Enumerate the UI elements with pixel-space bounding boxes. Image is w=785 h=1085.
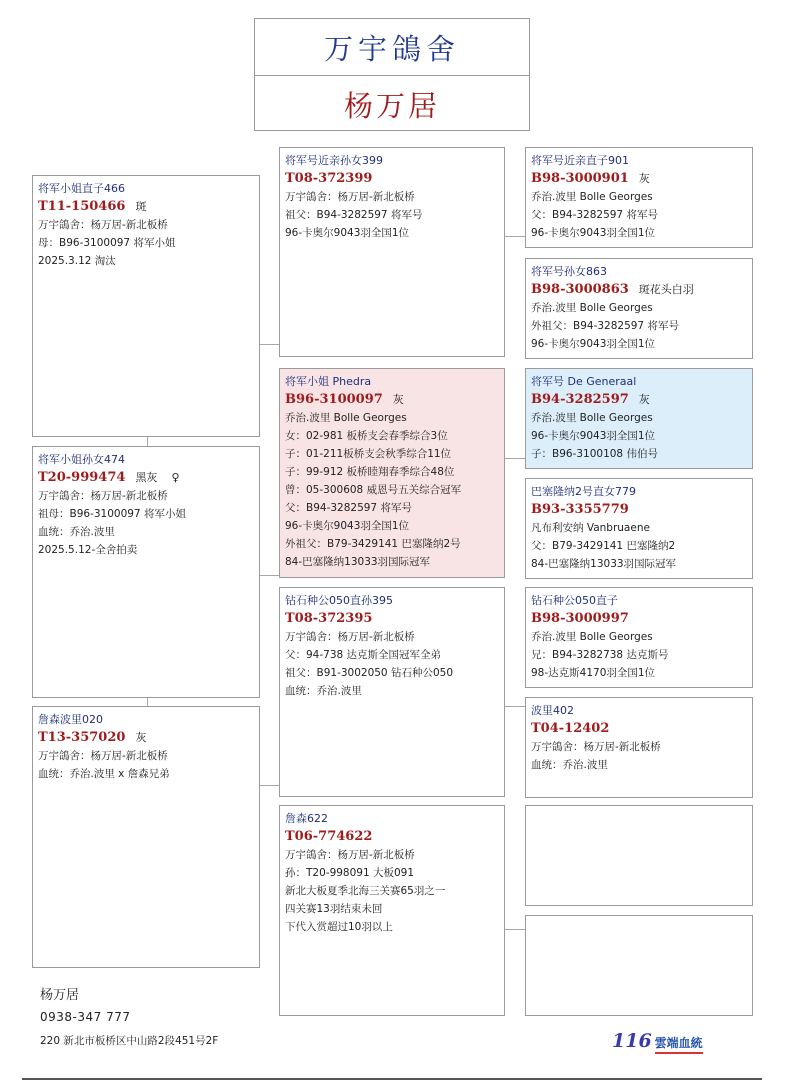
connector-line — [260, 785, 279, 786]
connector-line — [260, 575, 279, 576]
pigeon-card-empty-1 — [525, 805, 753, 906]
detail-line: 祖父：B91-3002050 钻石种公050 — [285, 667, 453, 679]
ring-number: T11-150466 斑 — [38, 199, 147, 214]
detail-line: 98-达克斯4170羽全国1位 — [531, 667, 656, 679]
detail-line: 万宇鴿舍：杨万居-新北板桥 — [285, 191, 415, 203]
ring-number: T13-357020 灰 — [38, 730, 147, 745]
brand-number: 116 — [612, 1030, 652, 1052]
detail-line: 84-巴塞隆纳13033羽国际冠军 — [531, 558, 677, 570]
detail-line: 外祖父：B79-3429141 巴塞隆纳2号 — [285, 538, 461, 550]
detail-line: 96-卡奥尔9043羽全国1位 — [285, 520, 410, 532]
brand-text: 雲端血統 — [655, 1034, 703, 1054]
brand-logo — [612, 1030, 703, 1054]
detail-line: 2025.5.12-全舍拍卖 — [38, 544, 138, 556]
detail-line: 乔治.波里 Bolle Georges — [531, 631, 653, 643]
pigeon-card-gp-1 — [525, 147, 753, 248]
detail-line: 父：B94-3282597 将军号 — [285, 502, 412, 514]
connector-line — [147, 437, 148, 446]
detail-line: 下代入赏超过10羽以上 — [285, 921, 393, 933]
detail-line: 96-卡奥尔9043羽全国1位 — [531, 430, 656, 442]
pigeon-name: 波里402 — [531, 704, 574, 717]
detail-line: 乔治.波里 Bolle Georges — [531, 191, 653, 203]
detail-line: 万宇鴿舍：杨万居-新北板桥 — [531, 741, 661, 753]
detail-line: 血统：乔治.波里 — [531, 759, 608, 771]
pigeon-name: 将军小姐 Phedra — [285, 375, 372, 388]
connector-line — [147, 698, 148, 706]
pigeon-color: 灰 — [135, 731, 147, 744]
footer-phone: 0938-347 777 — [40, 1010, 131, 1024]
detail-line: 子：B96-3100108 伟伯号 — [531, 448, 658, 460]
pigeon-name: 将军号近亲孙女399 — [285, 154, 383, 167]
connector-line — [505, 929, 525, 930]
detail-line: 乔治.波里 Bolle Georges — [531, 412, 653, 424]
pigeon-card-gp-5 — [525, 587, 753, 688]
detail-line: 孙：T20-998091 大板091 — [285, 867, 415, 879]
loft-name: 万宇鴿舍 — [323, 31, 460, 66]
pigeon-color: 灰 — [392, 393, 404, 406]
detail-line: 凡布利安纳 Vanbruaene — [531, 522, 650, 534]
pigeon-name: 钻石种公050直孙395 — [285, 594, 393, 607]
pigeon-name: 詹森波里020 — [38, 713, 103, 726]
footer-address: 220 新北市板桥区中山路2段451号2F — [40, 1035, 219, 1047]
header-box — [254, 18, 530, 131]
pigeon-card-gp-2 — [525, 258, 753, 359]
ring-number: T06-774622 — [285, 829, 373, 844]
detail-line: 新北大板夏季北海三关赛65羽之一 — [285, 885, 446, 897]
detail-line: 万宇鴿舍：杨万居-新北板桥 — [38, 219, 168, 231]
pigeon-name: 将军号近亲直子901 — [531, 154, 629, 167]
connector-line — [505, 236, 525, 237]
detail-line: 外祖父：B94-3282597 将军号 — [531, 320, 679, 332]
detail-line: 万宇鴿舍：杨万居-新北板桥 — [38, 750, 168, 762]
pigeon-name: 将军小姐直子466 — [38, 182, 125, 195]
detail-line: 万宇鴿舍：杨万居-新北板桥 — [285, 849, 415, 861]
connector-line — [260, 344, 279, 345]
pigeon-card-sire-a — [279, 147, 505, 357]
pigeon-card-empty-2 — [525, 915, 753, 1016]
detail-line: 96-卡奥尔9043羽全国1位 — [285, 227, 410, 239]
detail-line: 子：99-912 板桥睦翔春季综合48位 — [285, 466, 455, 478]
detail-line: 母：B96-3100097 将军小姐 — [38, 237, 176, 249]
owner-name: 杨万居 — [343, 88, 440, 123]
bottom-divider — [22, 1078, 762, 1080]
detail-line: 96-卡奥尔9043羽全国1位 — [531, 227, 656, 239]
detail-line: 父：B79-3429141 巴塞隆纳2 — [531, 540, 676, 552]
pigeon-card-sire-c — [279, 587, 505, 797]
detail-line: 万宇鴿舍：杨万居-新北板桥 — [285, 631, 415, 643]
pigeon-name: 钻石种公050直子 — [531, 594, 618, 607]
ring-number: T20-999474 黑灰 ♀ — [38, 470, 180, 485]
pigeon-name: 巴塞隆纳2号直女779 — [531, 485, 636, 498]
ring-number: B98-3000901 灰 — [531, 171, 650, 186]
detail-line: 2025.3.12 淘汰 — [38, 255, 116, 267]
detail-line: 96-卡奥尔9043羽全国1位 — [531, 338, 656, 350]
pigeon-name: 将军小姐孙女474 — [38, 453, 125, 466]
detail-line: 父：B94-3282597 将军号 — [531, 209, 658, 221]
detail-line: 女：02-981 板桥支会春季综合3位 — [285, 430, 448, 442]
pigeon-card-dam — [279, 368, 505, 578]
pigeon-color: 斑 — [135, 200, 147, 213]
owner-title-row — [255, 75, 529, 132]
sex-symbol: ♀ — [171, 471, 180, 484]
detail-line: 血统：乔治.波里 x 詹森兄弟 — [38, 768, 170, 780]
pigeon-card-sire-d — [279, 805, 505, 1016]
detail-line: 血统：乔治.波里 — [38, 526, 115, 538]
ring-number: B94-3282597 灰 — [531, 392, 650, 407]
ring-number: B93-3355779 — [531, 502, 629, 517]
pigeon-name: 詹森622 — [285, 812, 328, 825]
pigeon-card-gp-6 — [525, 697, 753, 798]
detail-line: 曾：05-300608 威恩号五关综合冠军 — [285, 484, 462, 496]
connector-line — [505, 458, 525, 459]
detail-line: 四关赛13羽结束未回 — [285, 903, 383, 915]
detail-line: 兄：B94-3282738 达克斯号 — [531, 649, 669, 661]
loft-title-row — [255, 19, 529, 75]
pigeon-color: 黑灰 — [135, 471, 158, 484]
pigeon-color: 灰 — [638, 172, 650, 185]
ring-number: B98-3000997 — [531, 611, 629, 626]
detail-line: 万宇鴿舍：杨万居-新北板桥 — [38, 490, 168, 502]
pigeon-name: 将军号 De Generaal — [531, 375, 637, 388]
footer-owner-name: 杨万居 — [40, 988, 80, 1003]
pigeon-card-subject — [32, 175, 260, 437]
connector-line — [505, 706, 525, 707]
detail-line: 84-巴塞隆纳13033羽国际冠军 — [285, 556, 431, 568]
detail-line: 乔治.波里 Bolle Georges — [285, 412, 407, 424]
pigeon-card-sibling-2 — [32, 706, 260, 968]
ring-number: B96-3100097 灰 — [285, 392, 404, 407]
pigeon-card-gp-3 — [525, 368, 753, 469]
detail-line: 祖母：B96-3100097 将军小姐 — [38, 508, 186, 520]
detail-line: 祖父：B94-3282597 将军号 — [285, 209, 423, 221]
ring-number: T08-372399 — [285, 171, 373, 186]
detail-line: 子：01-211板桥支会秋季综合11位 — [285, 448, 452, 460]
ring-number: B98-3000863 斑花头白羽 — [531, 282, 694, 297]
pigeon-color: 斑花头白羽 — [638, 283, 694, 296]
ring-number: T08-372395 — [285, 611, 373, 626]
ring-number: T04-12402 — [531, 721, 610, 736]
detail-line: 血统：乔治.波里 — [285, 685, 362, 697]
pigeon-color: 灰 — [638, 393, 650, 406]
pigeon-card-sibling-1 — [32, 446, 260, 698]
detail-line: 父：94-738 达克斯全国冠军全弟 — [285, 649, 442, 661]
detail-line: 乔治.波里 Bolle Georges — [531, 302, 653, 314]
pigeon-name: 将军号孙女863 — [531, 265, 607, 278]
pigeon-card-gp-4 — [525, 478, 753, 579]
